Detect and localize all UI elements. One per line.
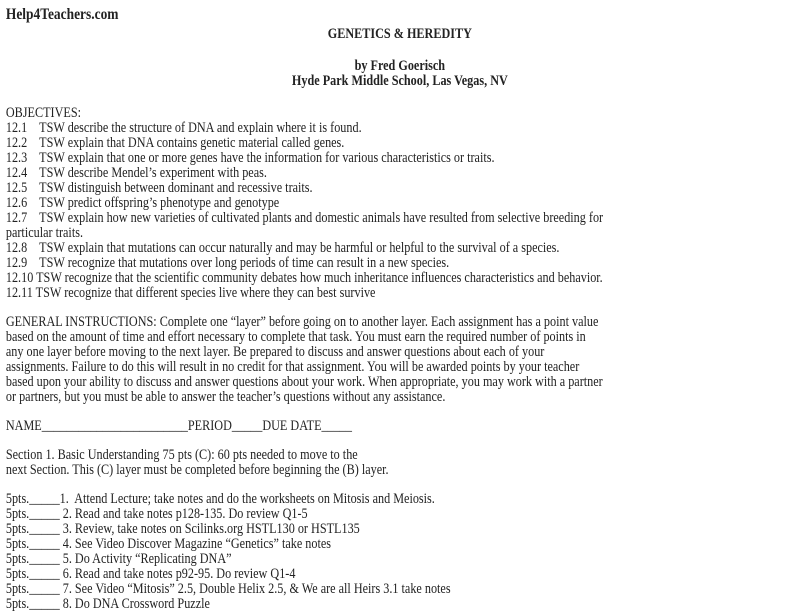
objectives-heading: OBJECTIVES: xyxy=(5,105,81,121)
section-line: next Section. This (C) layer must be completed before beginning the (B) layer. xyxy=(5,462,389,478)
author: by Fred Goerisch xyxy=(354,58,446,74)
objective-item: 12.8 TSW explain that mutations can occur naturally and may be harmful or helpful to the survival of a species. xyxy=(5,240,560,256)
objective-item: 12.5 TSW distinguish between dominant and recessive traits. xyxy=(5,180,313,196)
assignment-item: 5pts._____ 8. Do DNA Crossword Puzzle xyxy=(5,596,210,612)
general-instructions xyxy=(0,315,800,405)
assignment-item: 5pts._____1. Attend Lecture; take notes and do the worksheets on Mitosis and Meiosis. xyxy=(5,491,435,507)
instructions-line: assignments. Failure to do this will result in no credit for that assignment. You will be awarded points by your teacher xyxy=(5,359,580,375)
objective-item: 12.11 TSW recognize that different species live where they can best survive xyxy=(5,285,376,301)
objective-item: 12.2 TSW explain that DNA contains genetic material called genes. xyxy=(5,135,345,151)
instructions-line: GENERAL INSTRUCTIONS: Complete one “layer” before going on to another layer. Each assignment has a point value xyxy=(5,314,599,330)
instructions-line: based upon your ability to discuss and answer questions about your work. When appropriate, you may work with a partner xyxy=(5,374,603,390)
section-heading xyxy=(0,448,800,478)
instructions-line: or partners, but you must be able to answer the teacher’s questions without any assistance. xyxy=(5,389,446,405)
assignment-item: 5pts._____ 4. See Video Discover Magazine “Genetics” take notes xyxy=(5,536,331,552)
objective-item: 12.7 TSW explain how new varieties of cultivated plants and domestic animals have resulted from selective breeding for xyxy=(5,210,604,226)
objective-item: 12.10 TSW recognize that the scientific community debates how much inheritance influences characteristics and behavior. xyxy=(5,270,603,286)
assignment-list xyxy=(0,492,800,612)
assignment-item: 5pts._____ 7. See Video “Mitosis” 2.5, Double Helix 2.5, & We are all Heirs 3.1 take notes xyxy=(5,581,451,597)
document-title: GENETICS & HEREDITY xyxy=(327,26,472,42)
school: Hyde Park Middle School, Las Vegas, NV xyxy=(291,73,508,89)
objective-item: 12.9 TSW recognize that mutations over long periods of time can result in a new species. xyxy=(5,255,450,271)
assignment-item: 5pts._____ 3. Review, take notes on Scilinks.org HSTL130 or HSTL135 xyxy=(5,521,360,537)
instructions-line: based on the amount of time and effort necessary to complete that task. You must earn the required number of points in xyxy=(5,329,586,345)
instructions-line: any one layer before moving to the next layer. Be prepared to discuss and answer questions about each of your xyxy=(5,344,545,360)
assignment-item: 5pts._____ 2. Read and take notes p128-135. Do review Q1-5 xyxy=(5,506,308,522)
site-name: Help4Teachers.com xyxy=(5,6,119,23)
objective-item: particular traits. xyxy=(5,225,83,241)
objectives-list xyxy=(0,121,800,301)
objective-item: 12.6 TSW predict offspring’s phenotype and genotype xyxy=(5,195,280,211)
assignment-item: 5pts._____ 5. Do Activity “Replicating DNA” xyxy=(5,551,232,567)
objective-item: 12.1 TSW describe the structure of DNA and explain where it is found. xyxy=(5,120,362,136)
name-period-due-date-line: NAME________________________PERIOD_____DUE DATE_____ xyxy=(5,418,352,434)
section-line: Section 1. Basic Understanding 75 pts (C): 60 pts needed to move to the xyxy=(5,447,358,463)
assignment-item: 5pts._____ 6. Read and take notes p92-95. Do review Q1-4 xyxy=(5,566,296,582)
objective-item: 12.4 TSW describe Mendel’s experiment with peas. xyxy=(5,165,267,181)
objective-item: 12.3 TSW explain that one or more genes have the information for various characteristics or traits. xyxy=(5,150,495,166)
